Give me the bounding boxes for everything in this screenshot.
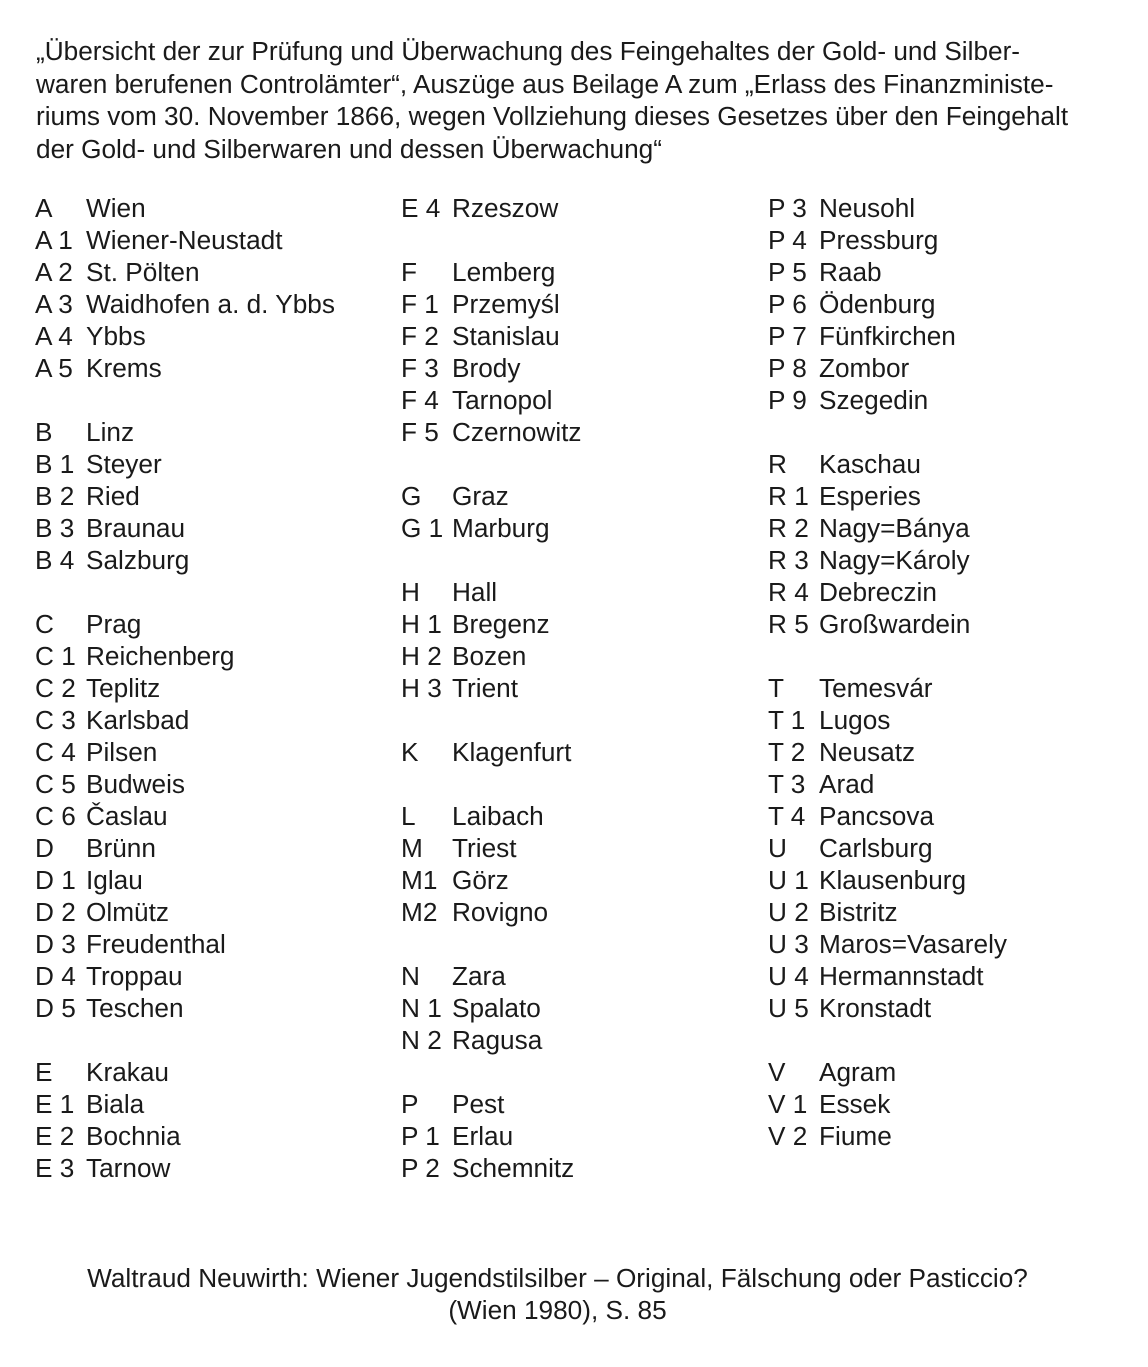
office-entry	[768, 384, 1128, 416]
office-entry	[35, 416, 395, 448]
office-city: Reichenberg	[86, 641, 235, 671]
office-city: St. Pölten	[86, 257, 200, 287]
office-city: Olmütz	[86, 897, 169, 927]
office-code: H	[401, 577, 420, 607]
office-entry	[768, 1056, 1128, 1088]
office-code: B 1	[35, 449, 75, 479]
office-entry	[768, 800, 1128, 832]
office-code: U 2	[768, 897, 809, 927]
office-entry	[768, 704, 1128, 736]
office-entry	[35, 512, 395, 544]
office-code: A 4	[35, 321, 73, 351]
intro-caption	[36, 35, 1116, 165]
office-code: N 2	[401, 1025, 442, 1055]
office-city: Trient	[452, 673, 518, 703]
office-city: Erlau	[452, 1121, 514, 1151]
office-entry	[768, 768, 1128, 800]
office-city: Bistritz	[819, 897, 898, 927]
office-entry	[35, 704, 395, 736]
office-entry	[768, 224, 1128, 256]
office-city: Essek	[819, 1089, 891, 1119]
office-city: Raab	[819, 257, 882, 287]
office-code: V	[768, 1057, 786, 1087]
office-code: A 1	[35, 225, 73, 255]
office-code: A 3	[35, 289, 73, 319]
office-code: P	[401, 1089, 419, 1119]
office-code: A 5	[35, 353, 73, 383]
office-city: Nagy=Károly	[819, 545, 970, 575]
office-entry	[768, 512, 1128, 544]
citation-line-2: (Wien 1980), S. 85	[448, 1295, 667, 1325]
office-city: Brünn	[86, 833, 156, 863]
office-city: Nagy=Bánya	[819, 513, 970, 543]
office-code: R 2	[768, 513, 809, 543]
office-city: Görz	[452, 865, 509, 895]
office-city: Laibach	[452, 801, 544, 831]
office-code: D	[35, 833, 54, 863]
office-code: C 3	[35, 705, 76, 735]
office-code: B	[35, 417, 53, 447]
office-entry	[401, 1120, 761, 1152]
office-code: R	[768, 449, 787, 479]
office-city: Bozen	[452, 641, 527, 671]
office-city: Iglau	[86, 865, 143, 895]
office-city: Szegedin	[819, 385, 929, 415]
office-entry	[401, 352, 761, 384]
office-code: V 2	[768, 1121, 808, 1151]
office-city: Karlsbad	[86, 705, 190, 735]
office-code: D 2	[35, 897, 76, 927]
office-city: Bregenz	[452, 609, 550, 639]
office-city: Klagenfurt	[452, 737, 572, 767]
office-city: Ödenburg	[819, 289, 936, 319]
office-entry	[35, 672, 395, 704]
office-city: Krems	[86, 353, 162, 383]
office-city: Schemnitz	[452, 1153, 575, 1183]
office-code: L	[401, 801, 416, 831]
office-entry	[768, 864, 1128, 896]
office-city: Hermannstadt	[819, 961, 984, 991]
office-city: Pancsova	[819, 801, 935, 831]
office-code: C 5	[35, 769, 76, 799]
office-entry	[768, 576, 1128, 608]
office-entry	[401, 1024, 761, 1056]
office-code: D 3	[35, 929, 76, 959]
office-entry	[768, 1120, 1128, 1152]
office-entry	[768, 480, 1128, 512]
office-entry	[768, 544, 1128, 576]
office-code: T 3	[768, 769, 806, 799]
office-entry	[35, 352, 395, 384]
office-entry	[35, 800, 395, 832]
office-city: Časlau	[86, 801, 168, 831]
office-code: P 5	[768, 257, 807, 287]
office-entry	[35, 832, 395, 864]
office-entry	[35, 288, 395, 320]
office-city: Freudenthal	[86, 929, 226, 959]
office-city: Wiener-Neustadt	[86, 225, 283, 255]
office-city: Zara	[452, 961, 506, 991]
office-code: U 4	[768, 961, 809, 991]
office-entry	[768, 352, 1128, 384]
office-city: Temesvár	[819, 673, 933, 703]
office-entry	[35, 320, 395, 352]
office-city: Marburg	[452, 513, 550, 543]
office-city: Fiume	[819, 1121, 892, 1151]
office-entry	[35, 608, 395, 640]
office-city: Esperies	[819, 481, 921, 511]
office-code: P 9	[768, 385, 807, 415]
citation-line-1: Waltraud Neuwirth: Wiener Jugendstilsilber – Original, Fälschung oder Pasticcio?	[87, 1263, 1028, 1293]
office-entry	[35, 256, 395, 288]
office-entry	[768, 1088, 1128, 1120]
office-entry	[35, 1088, 395, 1120]
office-code: E 2	[35, 1121, 75, 1151]
office-code: T 4	[768, 801, 806, 831]
office-code: P 3	[768, 193, 807, 223]
office-code: A	[35, 193, 53, 223]
office-city: Rovigno	[452, 897, 549, 927]
office-entry	[768, 608, 1128, 640]
office-entry	[35, 928, 395, 960]
office-entry	[401, 864, 761, 896]
office-city: Fünfkirchen	[819, 321, 956, 351]
office-city: Klausenburg	[819, 865, 967, 895]
office-entry	[401, 320, 761, 352]
office-entry	[35, 544, 395, 576]
office-entry	[35, 736, 395, 768]
office-city: Linz	[86, 417, 135, 447]
office-city: Przemyśl	[452, 289, 560, 319]
office-entry	[35, 192, 395, 224]
office-city: Debreczin	[819, 577, 937, 607]
office-entry	[401, 256, 761, 288]
office-entry	[35, 864, 395, 896]
office-code: E	[35, 1057, 53, 1087]
office-code: R 4	[768, 577, 809, 607]
office-entry	[35, 960, 395, 992]
office-city: Brody	[452, 353, 521, 383]
office-entry	[401, 384, 761, 416]
office-code: U 5	[768, 993, 809, 1023]
office-code: M1	[401, 865, 438, 895]
office-city: Ragusa	[452, 1025, 543, 1055]
office-entry	[768, 928, 1128, 960]
office-city: Teplitz	[86, 673, 161, 703]
office-entry	[401, 992, 761, 1024]
office-code: V 1	[768, 1089, 808, 1119]
office-code: E 3	[35, 1153, 75, 1183]
office-city: Arad	[819, 769, 875, 799]
office-city: Pressburg	[819, 225, 939, 255]
office-entry	[35, 768, 395, 800]
office-code: F 1	[401, 289, 439, 319]
office-city: Kronstadt	[819, 993, 932, 1023]
office-entry	[768, 288, 1128, 320]
office-entry	[35, 640, 395, 672]
office-entry	[401, 832, 761, 864]
office-code: D 5	[35, 993, 76, 1023]
office-city: Tarnow	[86, 1153, 171, 1183]
office-code: H 1	[401, 609, 442, 639]
office-code: P 6	[768, 289, 807, 319]
office-entry	[401, 640, 761, 672]
office-code: A 2	[35, 257, 73, 287]
intro-line: „Übersicht der zur Prüfung und Überwachung des Feingehaltes der Gold- und Silber-	[36, 36, 1021, 66]
office-code: D 1	[35, 865, 76, 895]
office-code: P 1	[401, 1121, 440, 1151]
office-city: Großwardein	[819, 609, 971, 639]
office-code: M	[401, 833, 423, 863]
office-city: Troppau	[86, 961, 183, 991]
office-entry	[35, 448, 395, 480]
office-city: Budweis	[86, 769, 185, 799]
office-code: N	[401, 961, 420, 991]
office-city: Wien	[86, 193, 146, 223]
office-code: P 2	[401, 1153, 440, 1183]
office-entry	[401, 672, 761, 704]
office-entry	[401, 960, 761, 992]
intro-line: der Gold- und Silberwaren und dessen Überwachung“	[36, 133, 662, 164]
office-code: P 4	[768, 225, 807, 255]
office-city: Zombor	[819, 353, 910, 383]
office-entry	[768, 832, 1128, 864]
office-code: F 3	[401, 353, 439, 383]
office-code: U 1	[768, 865, 809, 895]
office-code: C	[35, 609, 54, 639]
office-code: T 1	[768, 705, 806, 735]
office-entry	[401, 288, 761, 320]
office-code: B 3	[35, 513, 75, 543]
office-city: Triest	[452, 833, 517, 863]
office-entry	[768, 896, 1128, 928]
intro-line: waren berufenen Controlämter“, Auszüge aus Beilage A zum „Erlass des Finanzministe-	[36, 68, 1054, 99]
office-code: H 2	[401, 641, 442, 671]
office-entry	[768, 320, 1128, 352]
office-list-column-3	[768, 192, 1128, 1152]
office-code: F 5	[401, 417, 439, 447]
office-entry	[768, 672, 1128, 704]
office-entry	[35, 1120, 395, 1152]
office-city: Steyer	[86, 449, 162, 479]
office-entry	[35, 896, 395, 928]
office-city: Tarnopol	[452, 385, 553, 415]
office-code: P 7	[768, 321, 807, 351]
office-code: K	[401, 737, 419, 767]
office-entry	[401, 192, 761, 224]
office-entry	[401, 896, 761, 928]
office-city: Rzeszow	[452, 193, 559, 223]
office-city: Maros=Vasarely	[819, 929, 1007, 959]
office-code: T	[768, 673, 784, 703]
office-code: M2	[401, 897, 438, 927]
office-city: Lugos	[819, 705, 891, 735]
office-entry	[401, 576, 761, 608]
office-list-column-1	[35, 192, 395, 1184]
office-entry	[401, 1088, 761, 1120]
office-entry	[768, 736, 1128, 768]
office-city: Spalato	[452, 993, 541, 1023]
office-city: Neusatz	[819, 737, 916, 767]
source-citation	[0, 1262, 1115, 1326]
office-entry	[35, 224, 395, 256]
office-city: Salzburg	[86, 545, 190, 575]
office-city: Biala	[86, 1089, 145, 1119]
office-entry	[768, 992, 1128, 1024]
office-code: G 1	[401, 513, 444, 543]
office-entry	[768, 448, 1128, 480]
office-entry	[401, 800, 761, 832]
office-entry	[401, 480, 761, 512]
office-code: T 2	[768, 737, 806, 767]
office-entry	[401, 416, 761, 448]
office-code: E 1	[35, 1089, 75, 1119]
office-city: Teschen	[86, 993, 184, 1023]
office-city: Kaschau	[819, 449, 921, 479]
office-code: U	[768, 833, 787, 863]
office-city: Pilsen	[86, 737, 158, 767]
office-code: F	[401, 257, 417, 287]
office-entry	[35, 480, 395, 512]
office-code: C 1	[35, 641, 76, 671]
office-code: R 5	[768, 609, 809, 639]
office-code: H 3	[401, 673, 442, 703]
office-city: Lemberg	[452, 257, 556, 287]
office-entry	[401, 512, 761, 544]
office-city: Hall	[452, 577, 498, 607]
intro-line: riums vom 30. November 1866, wegen Vollziehung dieses Gesetzes über den Feingehalt	[36, 101, 1069, 131]
office-code: D 4	[35, 961, 76, 991]
office-city: Czernowitz	[452, 417, 582, 447]
office-city: Graz	[452, 481, 509, 511]
office-entry	[768, 960, 1128, 992]
office-code: U 3	[768, 929, 809, 959]
office-city: Agram	[819, 1057, 897, 1087]
office-entry	[401, 1152, 761, 1184]
office-city: Ybbs	[86, 321, 146, 351]
office-city: Prag	[86, 609, 142, 639]
office-entry	[401, 608, 761, 640]
office-code: R 1	[768, 481, 809, 511]
office-entry	[35, 992, 395, 1024]
office-city: Stanislau	[452, 321, 560, 351]
office-code: C 2	[35, 673, 76, 703]
office-city: Pest	[452, 1089, 505, 1119]
office-code: C 4	[35, 737, 76, 767]
office-code: R 3	[768, 545, 809, 575]
office-city: Waidhofen a. d. Ybbs	[86, 289, 335, 319]
office-entry	[35, 1056, 395, 1088]
office-code: B 2	[35, 481, 75, 511]
office-code: G	[401, 481, 422, 511]
office-entry	[768, 192, 1128, 224]
office-code: P 8	[768, 353, 807, 383]
office-list-column-2	[401, 192, 761, 1184]
office-code: F 4	[401, 385, 439, 415]
office-code: B 4	[35, 545, 75, 575]
office-entry	[768, 256, 1128, 288]
office-city: Krakau	[86, 1057, 169, 1087]
office-entry	[401, 736, 761, 768]
office-city: Braunau	[86, 513, 186, 543]
office-city: Neusohl	[819, 193, 916, 223]
office-city: Bochnia	[86, 1121, 181, 1151]
office-code: E 4	[401, 193, 441, 223]
office-code: F 2	[401, 321, 439, 351]
office-city: Carlsburg	[819, 833, 933, 863]
office-code: N 1	[401, 993, 442, 1023]
office-city: Ried	[86, 481, 140, 511]
office-code: C 6	[35, 801, 76, 831]
office-entry	[35, 1152, 395, 1184]
